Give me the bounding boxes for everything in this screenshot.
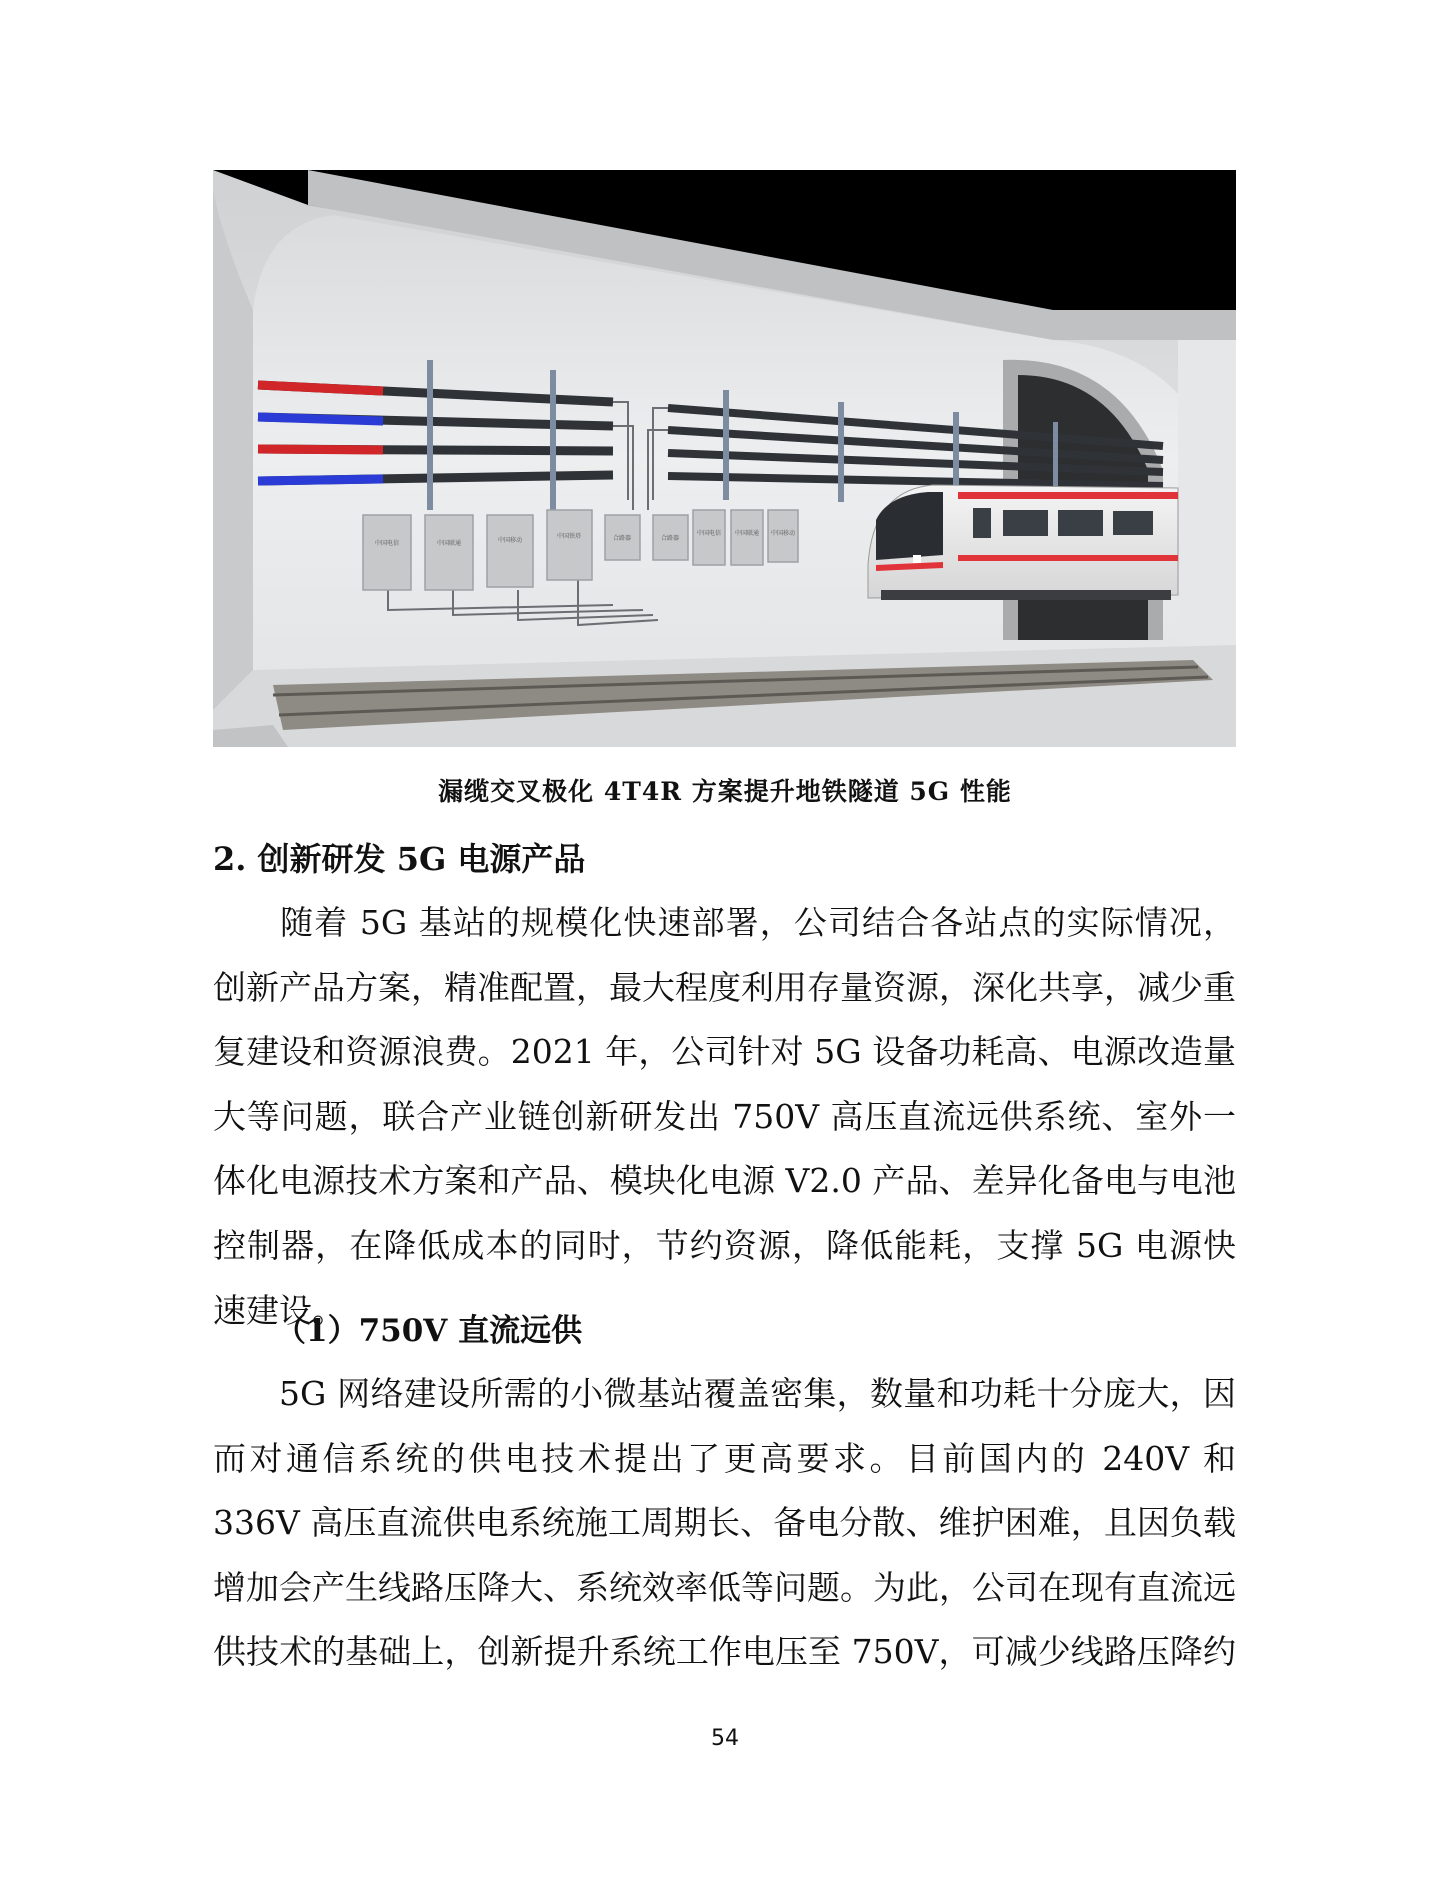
figure-caption: 漏缆交叉极化 4T4R 方案提升地铁隧道 5G 性能 [438,777,1012,806]
box-label: 合路器 [660,535,680,542]
box-label: 中国电信 [374,540,400,547]
body-paragraph [213,1362,1236,1685]
paragraph-text: 5G 网络建设所需的小微基站覆盖密集，数量和功耗十分庞大，因而对通信系统的供电技术提出了更高要求。目前国内的 240V 和 336V 高压直流供电系统施工周期长、备电分散、维护困难，且因负载增加会产生线路压降大、系统效率低等问题。为此，公司在现有直流远供技术的基础上，创新提升系统工作电压至 750V，可减少线路压降约 [213,1374,1236,1672]
subsection-heading: （1）750V 直流远供 [275,1313,583,1349]
box-label: 中国铁塔 [556,533,582,540]
box-label: 中国电信 [696,530,722,537]
box-label: 中国移动 [770,530,796,537]
box-label: 中国移动 [497,537,523,544]
tunnel-illustration [213,170,1236,747]
box-label: 中国联通 [734,530,760,537]
paragraph-text: 随着 5G 基站的规模化快速部署，公司结合各站点的实际情况，创新产品方案，精准配置，最大程度利用存量资源，深化共享，减少重复建设和资源浪费。2021 年，公司针对 5G 设备功耗高、电源改造量大等问题，联合产业链创新研发出 750V 高压直流远供系统、室外一体化电源技术方案和产品、模块化电源 V2.0 产品、差异化备电与电池控制器，在降低成本的同时，节约资源，降低能耗，支撑 5G 电源快速建设。 [213,903,1236,1330]
box-label: 合路器 [612,535,632,542]
subway-tunnel-figure [213,170,1236,747]
body-paragraph [213,891,1236,1343]
page-number: 54 [711,1726,739,1751]
subway-train [868,485,1178,600]
section-heading: 2. 创新研发 5G 电源产品 [213,840,586,878]
box-label: 中国联通 [436,540,462,547]
